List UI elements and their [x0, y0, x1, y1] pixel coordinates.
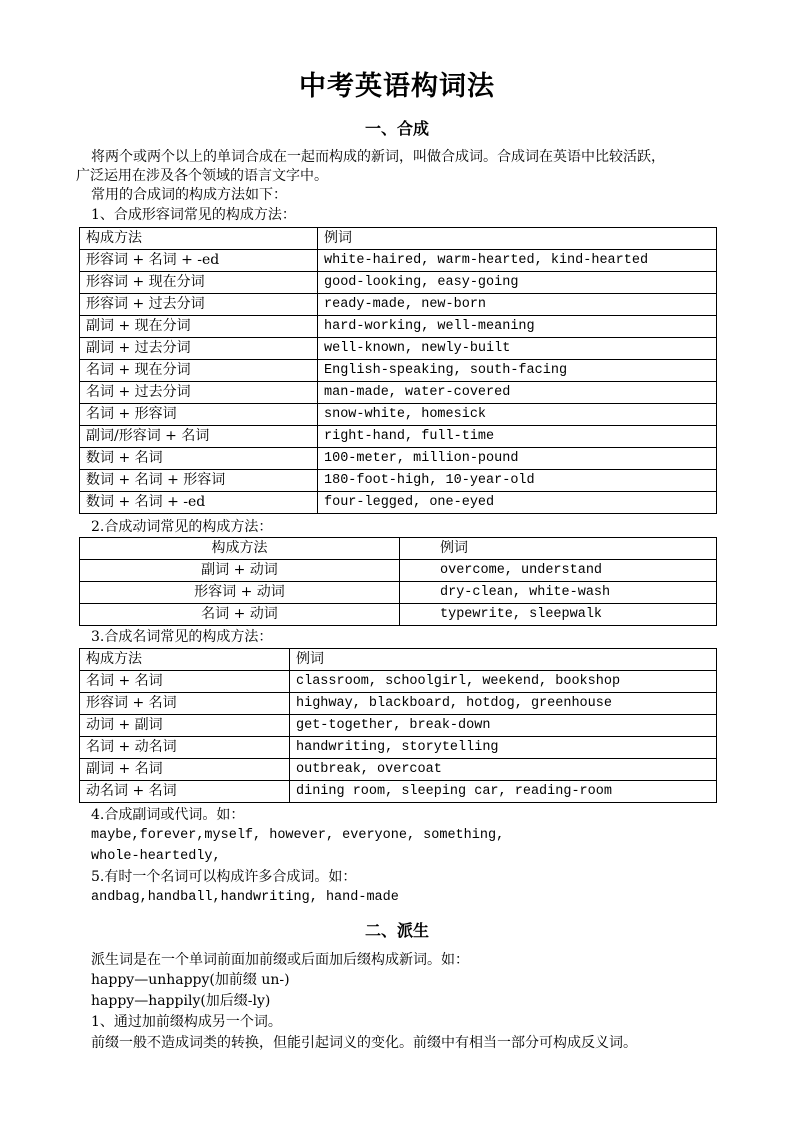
- page-title: 中考英语构词法: [299, 71, 495, 102]
- table-header-cell: 构成方法: [80, 649, 290, 671]
- example-cell: English-speaking, south-facing: [318, 360, 717, 382]
- formation-cell: 名词 + 动名词: [80, 737, 290, 759]
- table-row: [80, 693, 717, 715]
- example-cell: classroom, schoolgirl, weekend, bookshop: [290, 671, 717, 693]
- table-row: [80, 448, 717, 470]
- formation-cell: 名词 + 现在分词: [80, 360, 318, 382]
- table-row: [80, 470, 717, 492]
- table-header-cell: 构成方法: [80, 538, 400, 560]
- table-header-cell: 构成方法: [80, 228, 318, 250]
- example-cell: overcome, understand: [400, 560, 717, 582]
- formation-cell: 形容词 + 动词: [80, 582, 400, 604]
- derivation-example-suffix: happy—happily(加后缀-ly): [91, 993, 271, 1009]
- example-cell: white-haired, warm-hearted, kind-hearted: [318, 250, 717, 272]
- table-row: [80, 382, 717, 404]
- table-row: [80, 294, 717, 316]
- prefix-note: 前缀一般不造成词类的转换，但能引起词义的变化。前缀中有相当一部分可构成反义词。: [91, 1035, 637, 1051]
- compound-noun-table: [79, 648, 717, 803]
- formation-cell: 形容词 + 名词: [80, 693, 290, 715]
- table-row: [80, 737, 717, 759]
- formation-cell: 形容词 + 现在分词: [80, 272, 318, 294]
- example-cell: man-made, water-covered: [318, 382, 717, 404]
- table-row: [80, 671, 717, 693]
- formation-cell: 副词 + 现在分词: [80, 316, 318, 338]
- table-header-cell: 例词: [290, 649, 717, 671]
- formation-cell: 副词/形容词 + 名词: [80, 426, 318, 448]
- example-cell: four-legged, one-eyed: [318, 492, 717, 514]
- table-header-row: [80, 649, 717, 671]
- table-header-cell: 例词: [318, 228, 717, 250]
- formation-cell: 动词 + 副词: [80, 715, 290, 737]
- example-cell: right-hand, full-time: [318, 426, 717, 448]
- example-cell: highway, blackboard, hotdog, greenhouse: [290, 693, 717, 715]
- formation-cell: 副词 + 名词: [80, 759, 290, 781]
- adverb-examples-line2: whole-heartedly,: [91, 849, 221, 864]
- table-row: [80, 404, 717, 426]
- table-header-row: [80, 228, 717, 250]
- derivation-example-prefix: happy—unhappy(加前缀 un-): [91, 972, 290, 988]
- example-cell: 180-foot-high, 10-year-old: [318, 470, 717, 492]
- formation-cell: 数词 + 名词 + 形容词: [80, 470, 318, 492]
- subheading-noun-compounds: 5.有时一个名词可以构成许多合成词。如：: [91, 869, 357, 885]
- formation-cell: 名词 + 动词: [80, 604, 400, 626]
- formation-cell: 副词 + 过去分词: [80, 338, 318, 360]
- example-cell: typewrite, sleepwalk: [400, 604, 717, 626]
- table-row: [80, 426, 717, 448]
- table-row: [80, 715, 717, 737]
- noun-compound-examples: andbag,handball,handwriting, hand-made: [91, 890, 399, 905]
- formation-cell: 名词 + 过去分词: [80, 382, 318, 404]
- example-cell: ready-made, new-born: [318, 294, 717, 316]
- adverb-examples-line1: maybe,forever,myself, however, everyone, something,: [91, 828, 505, 843]
- example-cell: good-looking, easy-going: [318, 272, 717, 294]
- table-row: [80, 492, 717, 514]
- subheading-compound-verb: 2.合成动词常见的构成方法：: [91, 519, 273, 535]
- section-heading-derivation: 二、派生: [364, 921, 429, 940]
- formation-cell: 数词 + 名词 + -ed: [80, 492, 318, 514]
- table-row: [80, 781, 717, 803]
- table-row: [80, 560, 717, 582]
- section-heading-compound: 一、合成: [364, 119, 429, 138]
- formation-cell: 数词 + 名词: [80, 448, 318, 470]
- intro-paragraph-line2: 广泛运用在涉及各个领域的语言文字中。: [76, 168, 328, 184]
- table-row: [80, 272, 717, 294]
- table-row: [80, 604, 717, 626]
- example-cell: snow-white, homesick: [318, 404, 717, 426]
- subheading-compound-adverb: 4.合成副词或代词。如：: [91, 807, 245, 823]
- formation-cell: 形容词 + 名词 + -ed: [80, 250, 318, 272]
- subheading-prefix: 1、通过加前缀构成另一个词。: [91, 1014, 282, 1030]
- formation-cell: 副词 + 动词: [80, 560, 400, 582]
- methods-intro: 常用的合成词的构成方法如下：: [91, 187, 287, 203]
- table-row: [80, 582, 717, 604]
- example-cell: dry-clean, white-wash: [400, 582, 717, 604]
- table-header-row: [80, 538, 717, 560]
- example-cell: handwriting, storytelling: [290, 737, 717, 759]
- example-cell: get-together, break-down: [290, 715, 717, 737]
- table-row: [80, 759, 717, 781]
- table-row: [80, 250, 717, 272]
- intro-paragraph-line1: 将两个或两个以上的单词合成在一起而构成的新词，叫做合成词。合成词在英语中比较活跃，: [91, 149, 665, 165]
- subheading-compound-noun: 3.合成名词常见的构成方法：: [91, 629, 273, 645]
- formation-cell: 名词 + 形容词: [80, 404, 318, 426]
- example-cell: dining room, sleeping car, reading-room: [290, 781, 717, 803]
- table-row: [80, 360, 717, 382]
- example-cell: outbreak, overcoat: [290, 759, 717, 781]
- compound-verb-table: [79, 537, 717, 626]
- example-cell: 100-meter, million-pound: [318, 448, 717, 470]
- table-header-cell: 例词: [400, 538, 717, 560]
- compound-adjective-table: [79, 227, 717, 514]
- example-cell: well-known, newly-built: [318, 338, 717, 360]
- subheading-compound-adjective: 1、合成形容词常见的构成方法：: [91, 207, 296, 223]
- formation-cell: 名词 + 名词: [80, 671, 290, 693]
- example-cell: hard-working, well-meaning: [318, 316, 717, 338]
- derivation-intro: 派生词是在一个单词前面加前缀或后面加后缀构成新词。如：: [91, 952, 469, 968]
- formation-cell: 形容词 + 过去分词: [80, 294, 318, 316]
- table-row: [80, 316, 717, 338]
- table-row: [80, 338, 717, 360]
- formation-cell: 动名词 + 名词: [80, 781, 290, 803]
